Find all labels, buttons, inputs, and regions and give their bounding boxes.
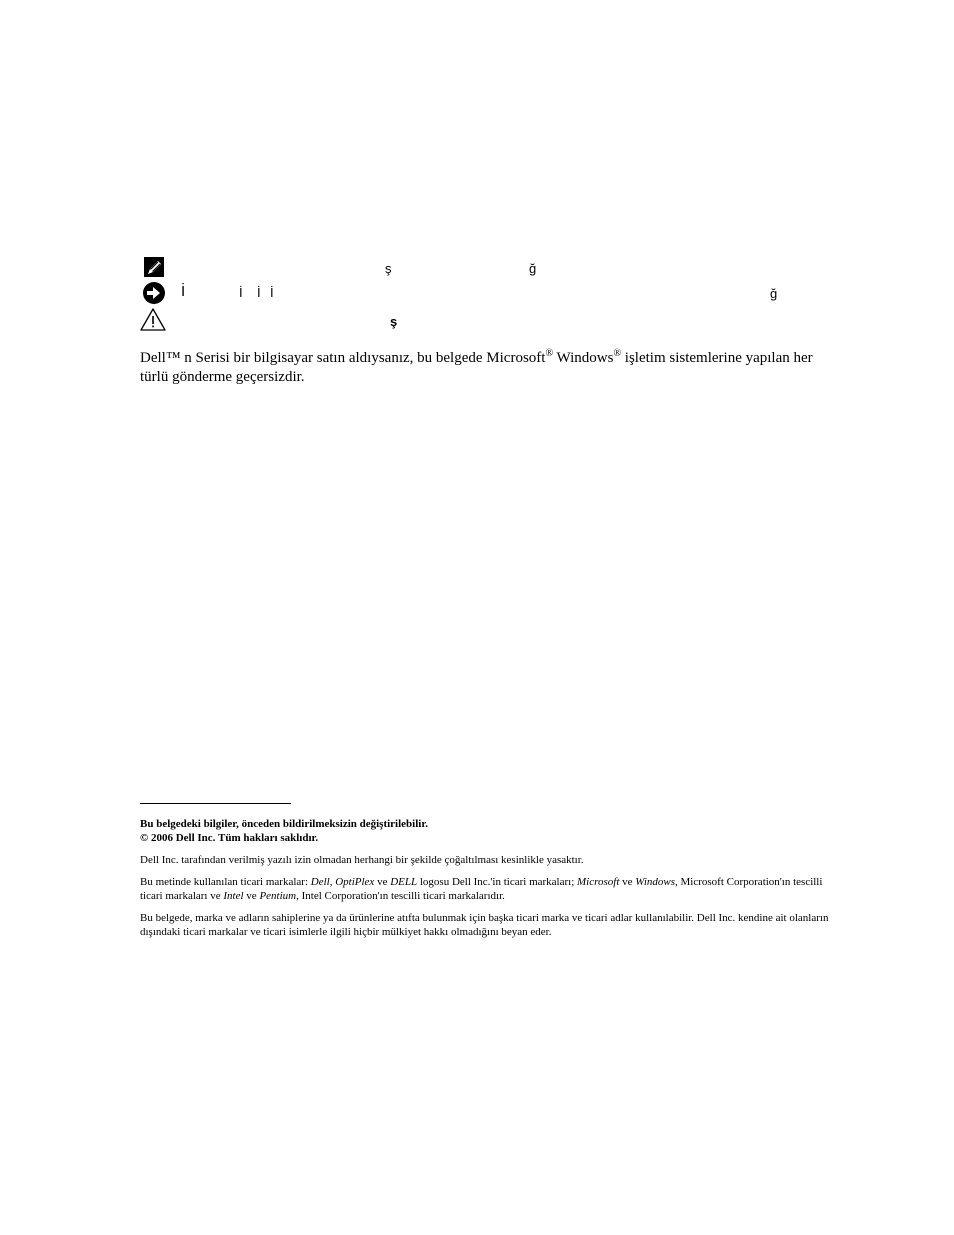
other-trademarks-paragraph: Bu belgede, marka ve adların sahiplerine ya da ürünlerine atıfta bulunmak için başka ticari marka ve ticari adlar kullanılabilir. Dell Inc. kendine ait olanların dışındaki ticari markalar ve ticari isimlerle ilgili hiçbir mülkiyet hakkı olmadığını beyan eder. — [140, 912, 829, 938]
intro-text: Dell™ n Serisi bir bilgisayar satın aldıysanız, bu belgede Microsoft — [140, 350, 546, 366]
trademark-name: Pentium — [259, 890, 297, 902]
trademark-text: , Microsoft Corporation'ın tescilli ticari markaları ve — [140, 876, 823, 902]
disclaimer-line: Bu belgedeki bilgiler, önceden bildirilmeksizin değiştirilebilir. — [140, 818, 428, 830]
trademark-paragraph — [140, 875, 845, 903]
warning-fragment: ş — [390, 314, 398, 329]
note-fragment: ş — [385, 261, 392, 276]
notice-fragment: İ — [181, 283, 186, 300]
trademark-text: Bu metinde kullanılan ticari markalar: — [140, 876, 311, 888]
intro-paragraph — [140, 349, 840, 387]
note-fragment: ğ — [529, 261, 537, 276]
trademark-name: Microsoft — [577, 876, 620, 888]
notice-fragment: İ — [257, 285, 261, 300]
footer-rule — [140, 803, 291, 804]
notice-fragment: İ — [239, 285, 243, 300]
trademark-text: ve — [243, 890, 260, 902]
trademark-name: Windows — [635, 876, 676, 888]
trademark-text: ve — [374, 876, 391, 888]
trademark-text: logosu Dell Inc.'in ticari markaları; — [417, 876, 578, 888]
notice-fragment: ğ — [770, 286, 778, 301]
notice-arrow-icon — [141, 281, 167, 307]
trademark-name: Intel — [223, 890, 244, 902]
registered-mark: ® — [613, 348, 622, 359]
copyright-line: © 2006 Dell Inc. Tüm hakları saklıdır. — [140, 832, 319, 844]
warning-icon — [140, 307, 166, 333]
registered-mark: ® — [545, 348, 554, 359]
trademark-text: ve — [619, 876, 636, 888]
notice-fragment: İ — [270, 285, 274, 300]
reproduction-notice: Dell Inc. tarafından verilmiş yazılı izin olmadan herhangi bir şekilde çoğaltılması kesinlikle yasaktır. — [140, 854, 584, 866]
intro-text: Windows — [553, 350, 614, 366]
trademark-name: Dell — [310, 876, 330, 888]
trademark-text: , Intel Corporation'ın tescilli ticari markalarıdır. — [296, 890, 505, 902]
trademark-name: OptiPlex — [335, 876, 375, 888]
trademark-name: DELL — [390, 876, 418, 888]
intro-text: işletim sistemlerine yapılan her türlü gönderme geçersizdir. — [140, 350, 813, 385]
note-icon — [142, 255, 168, 281]
trademark-text: , — [329, 876, 336, 888]
